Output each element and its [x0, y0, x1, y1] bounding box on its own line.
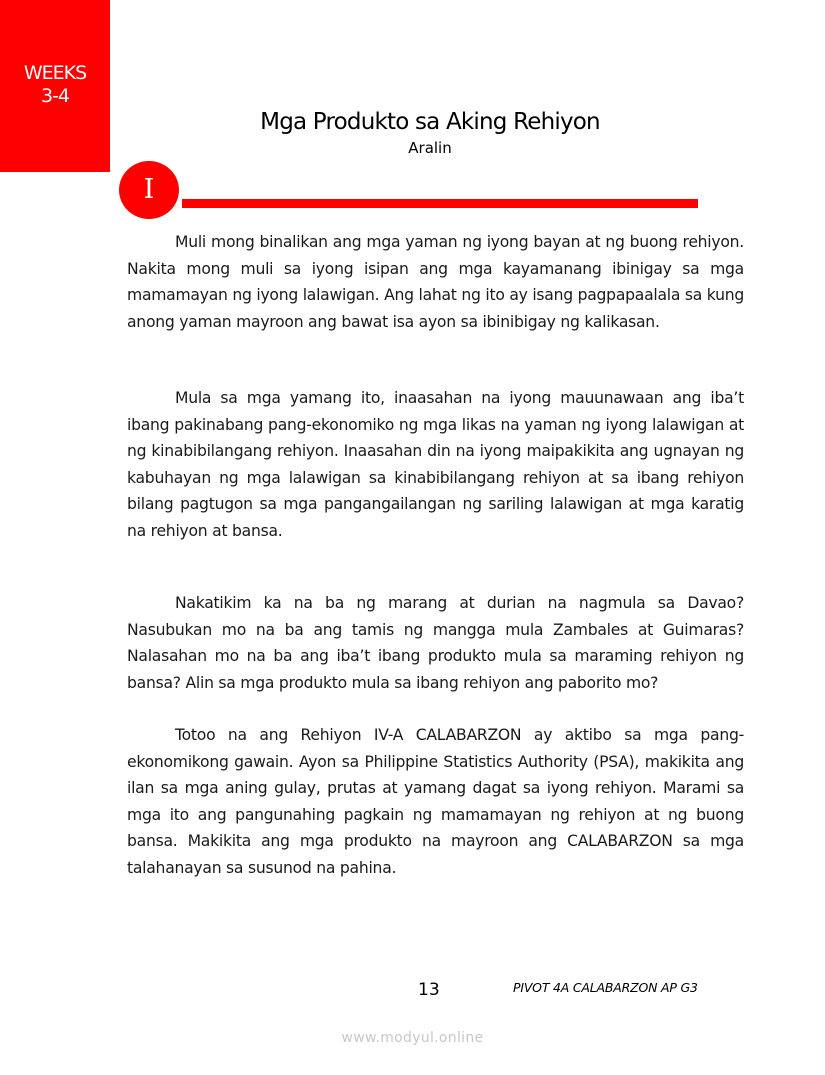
- paragraph-4: Totoo na ang Rehiyon IV-A CALABARZON ay aktibo sa mga pang-ekonomikong gawain. Ayon sa Philippine Statistics Authority (PSA), makikita ang ilan sa mga aning gulay, prutas at yamang dagat sa iyong rehiyon. Marami sa mga ito ang pangunahing pagkain ng mamamayan ng rehiyon at ng buong bansa. Makikita ang mga produkto na mayroon ang CALABARZON sa mga talahanayan sa susunod na pahina.: [127, 726, 744, 877]
- weeks-badge: [0, 0, 110, 172]
- weeks-label-line2: 3-4: [40, 85, 70, 107]
- section-marker-circle: [119, 161, 179, 219]
- page-number: 13: [418, 980, 440, 1000]
- paragraph-3: Nakatikim ka na ba ng marang at durian na nagmula sa Davao? Nasubukan mo na ba ang tamis ng mangga mula Zambales at Guimaras? Nalasahan mo na ba ang iba’t ibang produkto mula sa maraming rehiyon ng bansa? Alin sa mga produkto mula sa ibang rehiyon ang paborito mo?: [127, 594, 744, 692]
- page-subtitle: Aralin: [408, 139, 452, 157]
- section-divider: [182, 199, 698, 208]
- paragraph-1: Muli mong binalikan ang mga yaman ng iyong bayan at ng buong rehiyon. Nakita mong muli sa iyong isipan ang mga kayamanang ibinigay sa mga mamamayan ng iyong lalawigan. Ang lahat ng ito ay isang pagpapaalala sa kung anong yaman mayroon ang bawat isa ayon sa ibinibigay ng kalikasan.: [127, 233, 744, 331]
- paragraph-2: Mula sa mga yamang ito, inaasahan na iyong mauunawaan ang iba’t ibang pakinabang pang-ekonomiko ng mga likas na yaman ng iyong lalawigan at ng kinabibilangang rehiyon. Inaasahan din na iyong maipakikita ang ugnayan ng kabuhayan ng mga lalawigan sa kinabibilangang rehiyon at sa ibang rehiyon bilang pagtugon sa mga pangangailangan ng sariling lalawigan at mga karatig na rehiyon at bansa.: [127, 389, 744, 540]
- weeks-label-line1: WEEKS: [23, 62, 87, 84]
- section-marker-letter: I: [143, 174, 155, 205]
- footer-label: PIVOT 4A CALABARZON AP G3: [513, 980, 698, 995]
- watermark: www.modyul.online: [341, 1030, 484, 1046]
- page-title: Mga Produkto sa Aking Rehiyon: [260, 109, 600, 135]
- weeks-label: [0, 62, 110, 108]
